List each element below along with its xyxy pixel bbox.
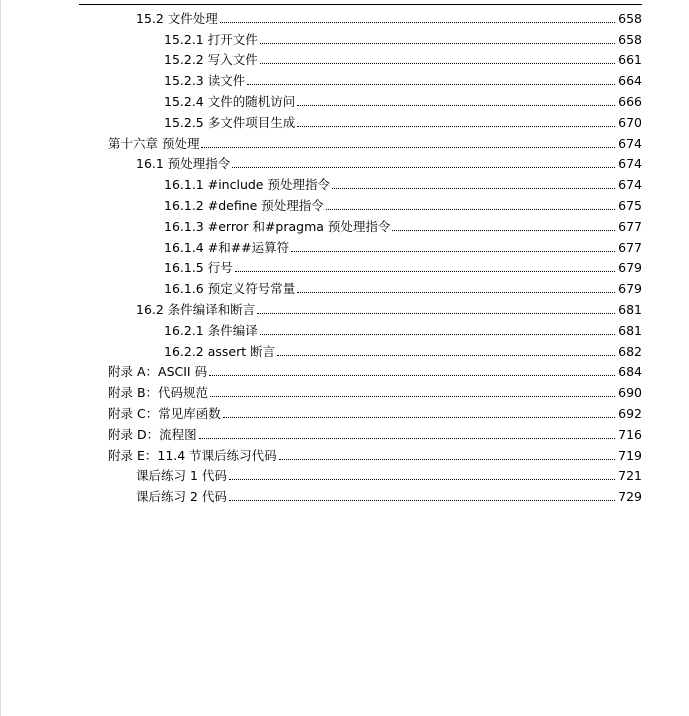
toc-entry-title: 课后练习 1 代码 bbox=[136, 468, 227, 484]
toc-dot-leader bbox=[201, 147, 615, 148]
toc-entry-title: 16.1.2 #define 预处理指令 bbox=[164, 197, 324, 213]
toc-entry-page-number: 664 bbox=[618, 73, 642, 89]
toc-entry-page-number: 679 bbox=[618, 281, 642, 297]
toc-entry-title: 16.1 预处理指令 bbox=[136, 156, 231, 172]
toc-entry[interactable] bbox=[0, 275, 689, 296]
toc-entry-page-number: 681 bbox=[618, 322, 642, 338]
toc-entry-page-number: 679 bbox=[618, 260, 642, 276]
toc-dot-leader bbox=[232, 167, 615, 168]
toc-entry-title: 16.2 条件编译和断言 bbox=[136, 301, 256, 317]
toc-entry-page-number: 674 bbox=[618, 135, 642, 151]
toc-entry[interactable] bbox=[0, 67, 689, 88]
toc-entry[interactable] bbox=[0, 47, 689, 68]
toc-dot-leader bbox=[229, 500, 615, 501]
toc-dot-leader bbox=[326, 209, 615, 210]
toc-entry[interactable] bbox=[0, 400, 689, 421]
toc-entry[interactable] bbox=[0, 255, 689, 276]
toc-entry-title: 16.2.1 条件编译 bbox=[164, 322, 258, 338]
toc-entry-title: 16.1.6 预定义符号常量 bbox=[164, 281, 296, 297]
toc-entry-page-number: 658 bbox=[618, 31, 642, 47]
toc-entry-title: 15.2 文件处理 bbox=[136, 10, 218, 26]
toc-entry-page-number: 677 bbox=[618, 218, 642, 234]
toc-entry-title: 15.2.2 写入文件 bbox=[164, 52, 258, 68]
toc-entry-title: 15.2.5 多文件项目生成 bbox=[164, 114, 296, 130]
toc-dot-leader bbox=[235, 271, 615, 272]
toc-entry-page-number: 719 bbox=[618, 447, 642, 463]
toc-entry-title: 附录 A：ASCII 码 bbox=[108, 364, 208, 380]
toc-dot-leader bbox=[220, 22, 615, 23]
toc-entry[interactable] bbox=[0, 463, 689, 484]
toc-dot-leader bbox=[297, 105, 615, 106]
toc-dot-leader bbox=[291, 251, 615, 252]
toc-dot-leader bbox=[210, 396, 615, 397]
toc-entry-title: 附录 D：流程图 bbox=[108, 426, 197, 442]
toc-dot-leader bbox=[392, 230, 615, 231]
toc-entry[interactable] bbox=[0, 234, 689, 255]
toc-dot-leader bbox=[279, 459, 615, 460]
toc-dot-leader bbox=[260, 63, 615, 64]
toc-entry-title: 附录 B：代码规范 bbox=[108, 385, 209, 401]
toc-entry-title: 附录 C：常见库函数 bbox=[108, 405, 221, 421]
toc-entry-title: 附录 E：11.4 节课后练习代码 bbox=[108, 447, 277, 463]
toc-entry[interactable] bbox=[0, 213, 689, 234]
toc-entry-page-number: 721 bbox=[618, 468, 642, 484]
toc-entry-page-number: 674 bbox=[618, 156, 642, 172]
toc-entry-page-number: 658 bbox=[618, 10, 642, 26]
toc-entry-page-number: 661 bbox=[618, 52, 642, 68]
toc-entry-title: 16.2.2 assert 断言 bbox=[164, 343, 276, 359]
toc-dot-leader bbox=[247, 84, 615, 85]
toc-entry[interactable] bbox=[0, 338, 689, 359]
toc-entry-page-number: 675 bbox=[618, 197, 642, 213]
toc-dot-leader bbox=[297, 292, 615, 293]
toc-entry[interactable] bbox=[0, 171, 689, 192]
toc-dot-leader bbox=[257, 313, 615, 314]
toc-entry-title: 课后练习 2 代码 bbox=[136, 489, 227, 505]
toc-entry-page-number: 677 bbox=[618, 239, 642, 255]
toc-entry-title: 15.2.1 打开文件 bbox=[164, 31, 258, 47]
toc-entry-page-number: 684 bbox=[618, 364, 642, 380]
toc-entry[interactable] bbox=[0, 151, 689, 172]
toc-entry[interactable] bbox=[0, 442, 689, 463]
toc-entry-title: 15.2.4 文件的随机访问 bbox=[164, 93, 296, 109]
toc-entry[interactable] bbox=[0, 26, 689, 47]
toc-entry[interactable] bbox=[0, 5, 689, 26]
toc-entry-page-number: 681 bbox=[618, 301, 642, 317]
toc-entry-title: 15.2.3 读文件 bbox=[164, 73, 246, 89]
toc-entry-page-number: 690 bbox=[618, 385, 642, 401]
toc-entry[interactable] bbox=[0, 192, 689, 213]
toc-entry-title: 16.1.4 #和##运算符 bbox=[164, 239, 290, 255]
table-of-contents bbox=[0, 5, 689, 504]
toc-entry-title: 第十六章 预处理 bbox=[108, 135, 200, 151]
toc-entry-title: 16.1.1 #include 预处理指令 bbox=[164, 177, 330, 193]
toc-entry[interactable] bbox=[0, 130, 689, 151]
toc-entry[interactable] bbox=[0, 379, 689, 400]
toc-dot-leader bbox=[209, 375, 615, 376]
toc-entry[interactable] bbox=[0, 88, 689, 109]
toc-entry-page-number: 716 bbox=[618, 426, 642, 442]
toc-entry-page-number: 670 bbox=[618, 114, 642, 130]
toc-dot-leader bbox=[223, 417, 615, 418]
toc-entry-page-number: 682 bbox=[618, 343, 642, 359]
toc-dot-leader bbox=[260, 43, 615, 44]
toc-dot-leader bbox=[229, 479, 615, 480]
toc-entry[interactable] bbox=[0, 317, 689, 338]
toc-entry[interactable] bbox=[0, 483, 689, 504]
toc-entry[interactable] bbox=[0, 109, 689, 130]
toc-entry-page-number: 666 bbox=[618, 93, 642, 109]
toc-entry-page-number: 692 bbox=[618, 405, 642, 421]
toc-dot-leader bbox=[199, 438, 615, 439]
toc-dot-leader bbox=[277, 355, 615, 356]
toc-entry-title: 16.1.3 #error 和#pragma 预处理指令 bbox=[164, 218, 391, 234]
toc-entry[interactable] bbox=[0, 421, 689, 442]
toc-entry[interactable] bbox=[0, 296, 689, 317]
toc-entry-title: 16.1.5 行号 bbox=[164, 260, 233, 276]
toc-entry[interactable] bbox=[0, 359, 689, 380]
toc-entry-page-number: 674 bbox=[618, 177, 642, 193]
toc-entry-page-number: 729 bbox=[618, 489, 642, 505]
toc-dot-leader bbox=[260, 334, 615, 335]
toc-dot-leader bbox=[297, 126, 615, 127]
toc-dot-leader bbox=[332, 188, 615, 189]
